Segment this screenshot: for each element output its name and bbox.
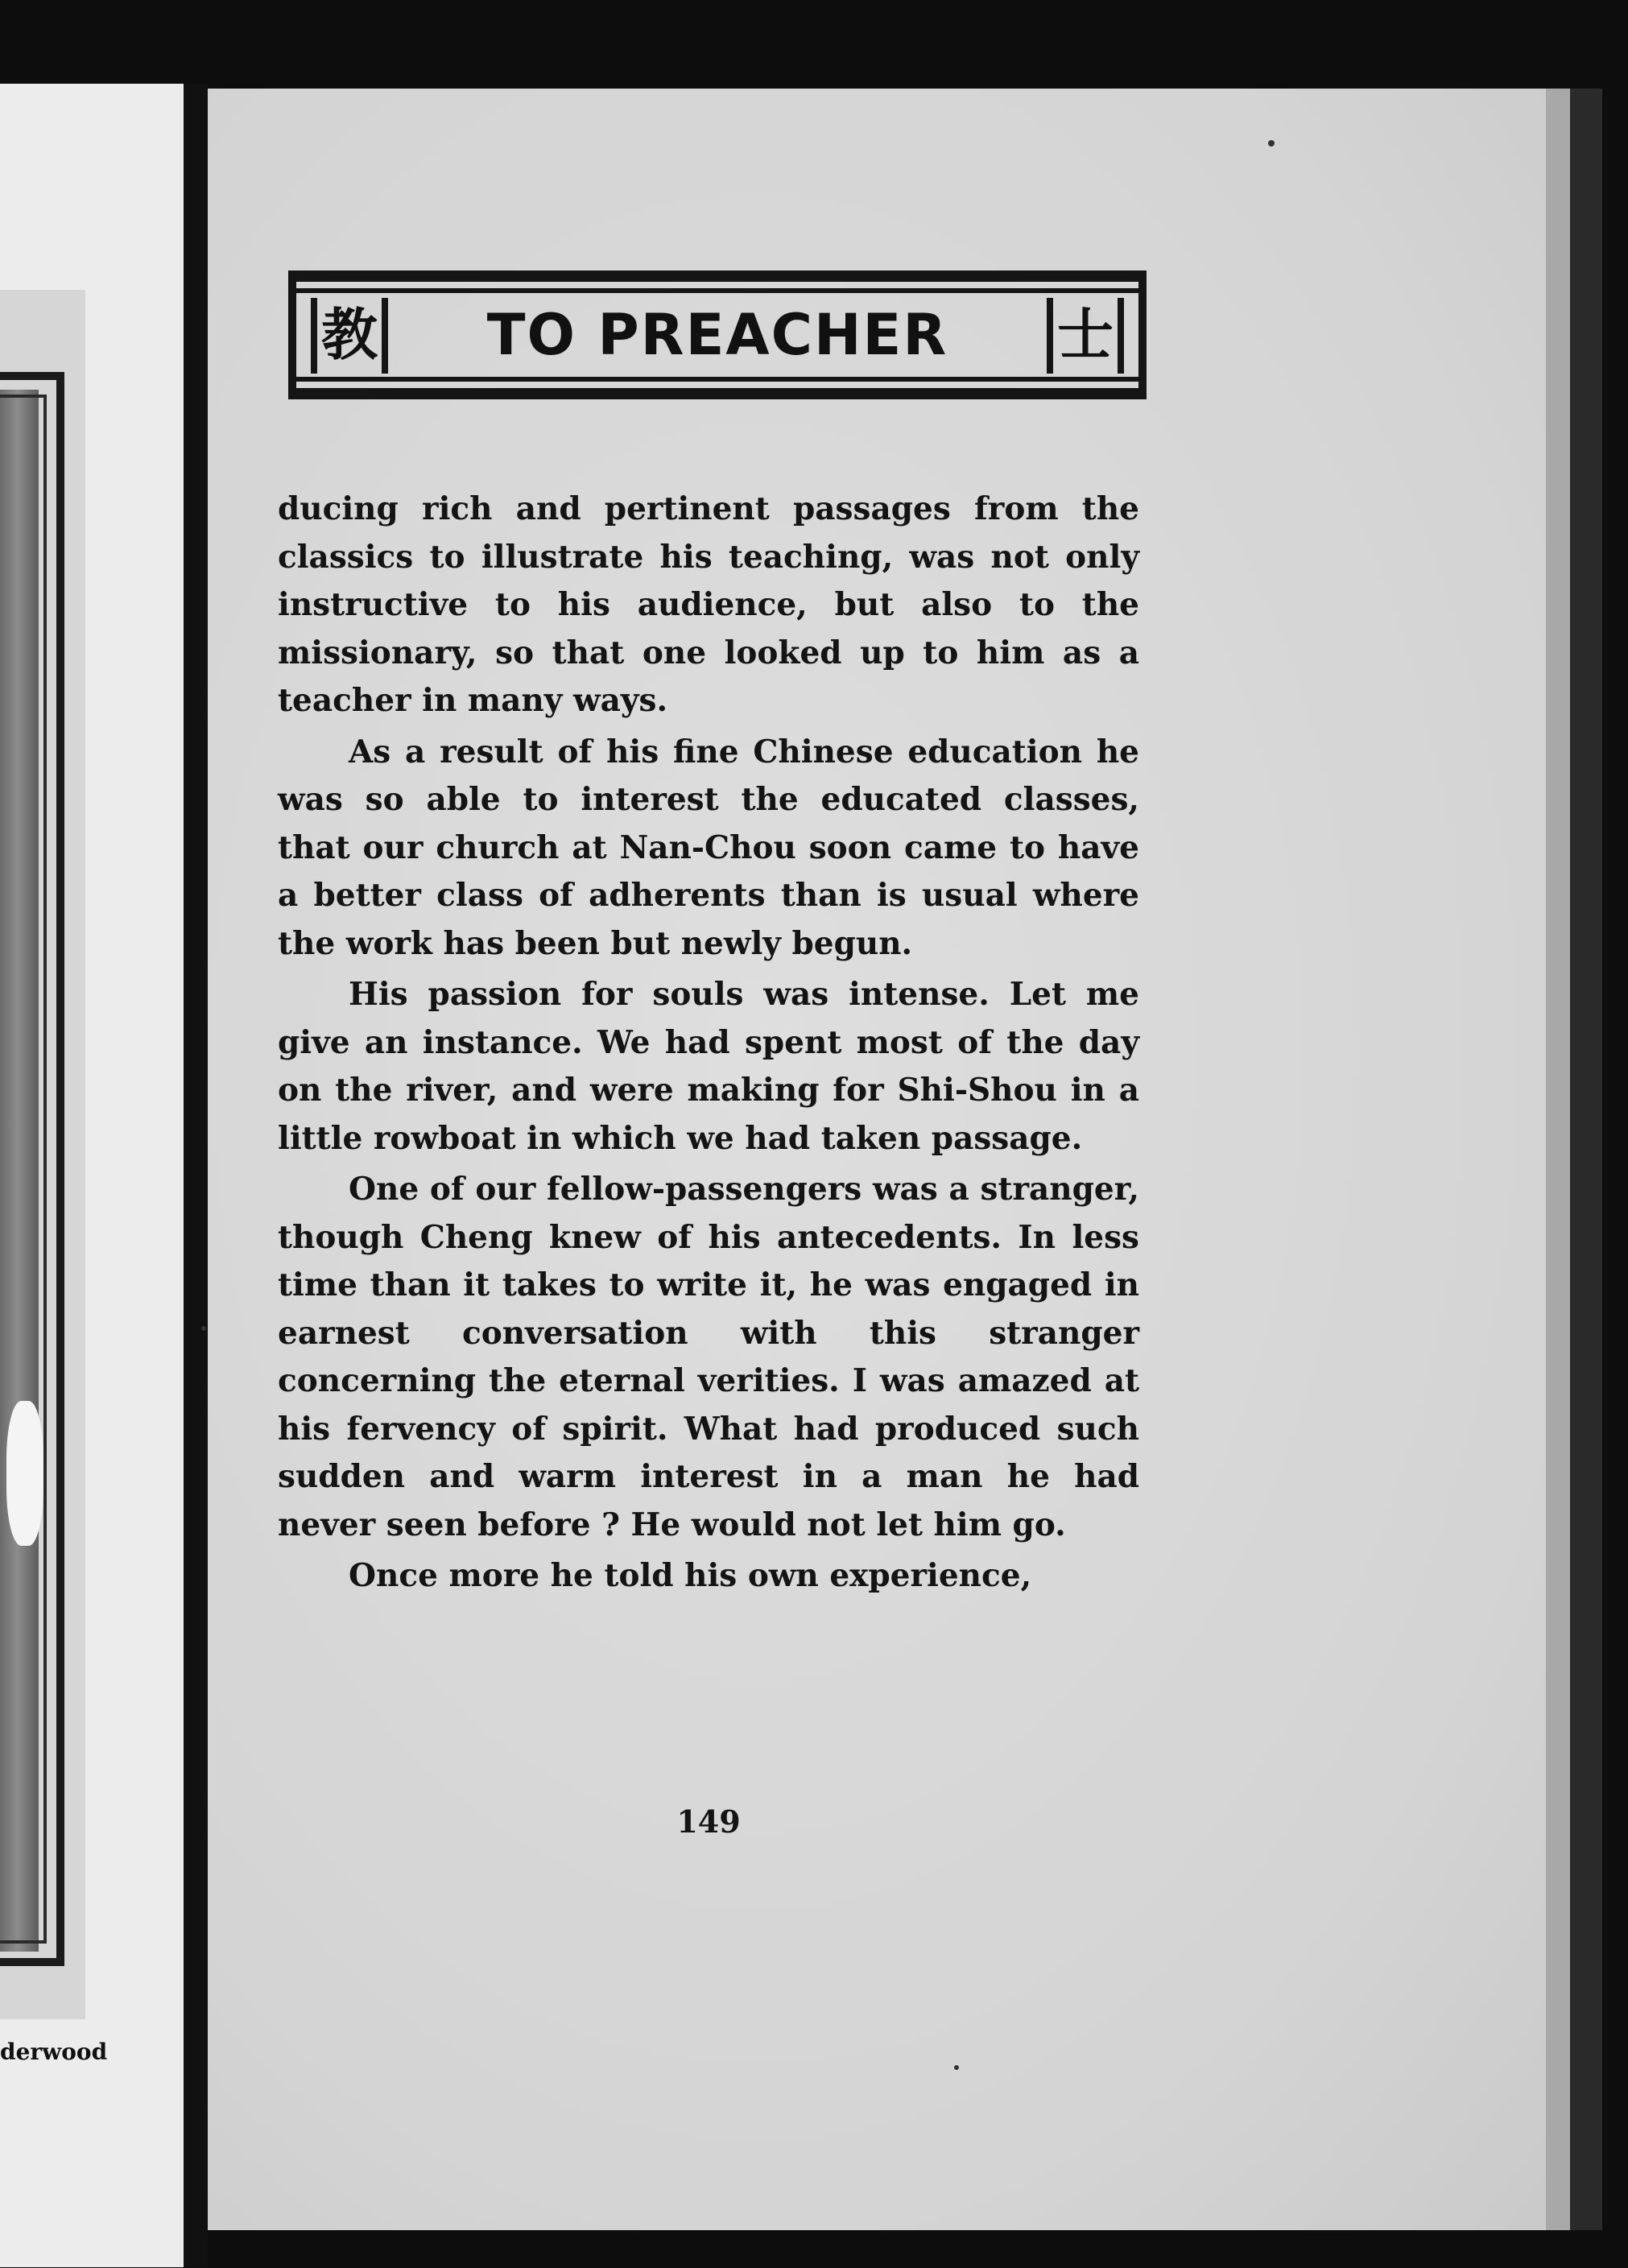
paragraph: His passion for souls was intense. Let me give an instance. We had spent most of the day on the river, and were making for Shi-Shou in a little rowboat in which we had taken passage.: [278, 976, 1139, 1157]
paper-speck: [954, 2065, 959, 2070]
paper-speck: [201, 1326, 206, 1331]
header-right-box: [1047, 298, 1124, 374]
paragraph: Once more he told his own experience,: [349, 1557, 1032, 1594]
paragraph: As a result of his fine Chinese education he was so able to interest the educated classes, that our church at Nan-Chou soon came to have a better class of adherents than is usual where the work has been but newly begun.: [278, 733, 1139, 962]
paper-speck: [1268, 140, 1275, 147]
page-body: [278, 485, 1139, 1604]
page-edge-shadow: [1570, 89, 1602, 2230]
left-plate-caption: derwood: [0, 2039, 108, 2065]
running-header-title: TO PREACHER: [486, 302, 948, 368]
left-plate-frame: [0, 372, 64, 1966]
book-gutter: [184, 84, 208, 2267]
page-number: 149: [676, 1803, 741, 1840]
header-left-character: 教: [321, 302, 378, 368]
running-header: [288, 271, 1147, 399]
header-right-character: 士: [1057, 302, 1114, 368]
header-left-box: [311, 298, 388, 374]
left-page-fragment: [0, 84, 184, 2267]
paragraph: One of our fellow-passengers was a stranger, though Cheng knew of his antecedents. In less time than it takes to write it, he was engaged in earnest conversation with this stranger concerning the eternal verities. I was amazed at his fervency of spirit. What had produced such sudden and warm interest in a man he had never seen before ? He would not let him go.: [278, 1171, 1139, 1543]
paragraph-continuation: ducing rich and pertinent passages from the classics to illustrate his teaching, was not only instructive to his audience, but also to the missionary, so that one looked up to him as a teacher in many ways.: [278, 490, 1139, 719]
page-edge: [1546, 89, 1570, 2230]
paper-damage-spot: [6, 1401, 43, 1546]
